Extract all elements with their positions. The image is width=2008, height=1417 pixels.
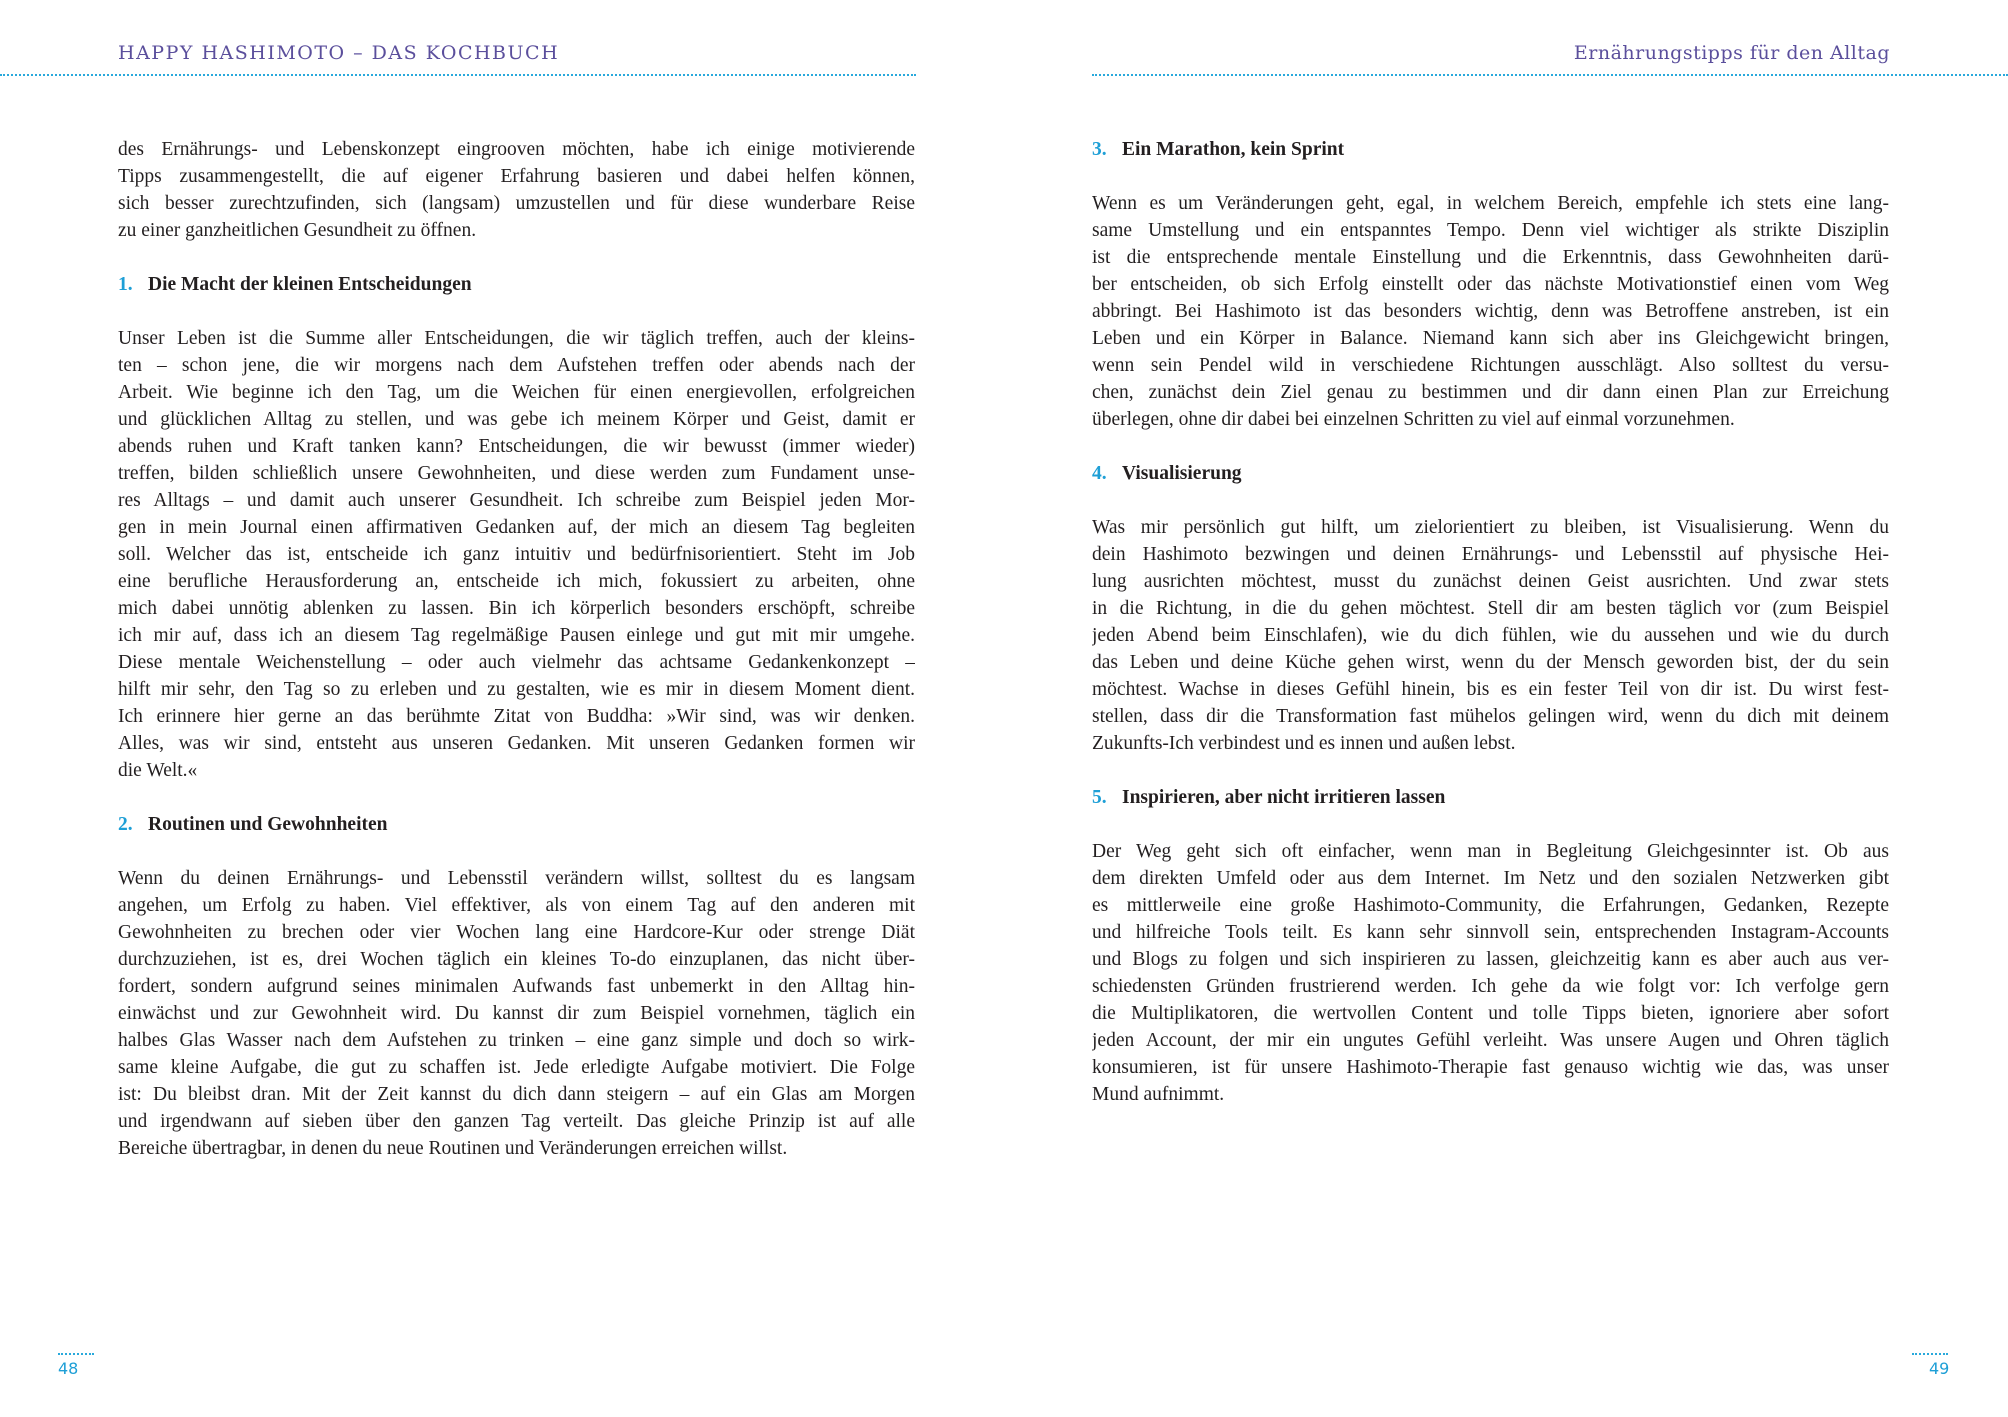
text-line: möchtest. Wachse in dieses Gefühl hinein, bis es ein fester Teil von dir ist. Du wirst fest- xyxy=(1092,679,1889,700)
text-line: Was mir persönlich gut hilft, um zielorientiert zu bleiben, ist Visualisierung. Wenn du xyxy=(1092,517,1889,538)
text-line: Ich erinnere hier gerne an das berühmte Zitat von Buddha: »Wir sind, was wir denken. xyxy=(118,706,915,727)
page-number-dots-right xyxy=(1912,1353,1948,1355)
running-header-chapter-title: Ernährungstipps für den Alltag xyxy=(1573,42,1890,64)
text-line: Zukunfts-Ich verbindest und es innen und außen lebst. xyxy=(1092,733,1516,754)
section-heading xyxy=(1092,136,1889,163)
section-title: Visualisierung xyxy=(1122,463,1242,484)
text-line: wenn sein Pendel wild in verschiedene Richtungen ausschlägt. Also solltest du versu- xyxy=(1092,355,1889,376)
text-line: jeden Abend beim Einschlafen), wie du dich fühlen, wie du aussehen und wie du durch xyxy=(1092,625,1889,646)
page-number-left: 48 xyxy=(58,1359,79,1378)
text-line: und glücklichen Alltag zu stellen, und was gebe ich meinem Körper und Geist, damit er xyxy=(118,409,915,430)
text-line: zu einer ganzheitlichen Gesundheit zu öffnen. xyxy=(118,220,477,241)
paragraph-spacer xyxy=(118,838,915,865)
text-line: fordert, sondern aufgrund seines minimalen Aufwands fast unbemerkt in den Alltag hin- xyxy=(118,976,915,997)
paragraph-spacer xyxy=(1092,757,1889,784)
paragraph xyxy=(118,136,915,244)
text-line: und irgendwann auf sieben über den ganzen Tag verteilt. Das gleiche Prinzip ist auf alle xyxy=(118,1111,915,1132)
text-line: res Alltags – und damit auch unserer Gesundheit. Ich schreibe zum Beispiel jeden Mor- xyxy=(118,490,915,511)
paragraph xyxy=(118,865,915,1162)
section-heading xyxy=(1092,460,1889,487)
text-line: same kleine Aufgabe, die gut zu schaffen ist. Jede erledigte Aufgabe motiviert. Die Folge xyxy=(118,1057,915,1078)
section-number: 3. xyxy=(1092,139,1107,160)
text-line: dem direkten Umfeld oder aus dem Internet. Im Netz und den sozialen Netzwerken gibt xyxy=(1092,868,1889,889)
text-line: treffen, bilden schließlich unsere Gewohnheiten, und diese werden zum Fundament unse- xyxy=(118,463,915,484)
text-line: Bereiche übertragbar, in denen du neue Routinen und Veränderungen erreichen willst. xyxy=(118,1138,788,1159)
section-title: Routinen und Gewohnheiten xyxy=(148,814,388,835)
page-number-right: 49 xyxy=(1929,1359,1950,1378)
text-line: eine berufliche Herausforderung an, entscheide ich mich, fokussiert zu arbeiten, ohne xyxy=(118,571,915,592)
text-line: dein Hashimoto bezwingen und deinen Ernährungs- und Lebensstil auf physische Hei- xyxy=(1092,544,1889,565)
section-heading xyxy=(1092,784,1889,811)
text-line: Unser Leben ist die Summe aller Entscheidungen, die wir täglich treffen, auch der kleins- xyxy=(118,328,915,349)
text-line: hilft mir sehr, den Tag so zu erleben und zu gestalten, wie es mir in diesem Moment dient. xyxy=(118,679,915,700)
text-line: es mittlerweile eine große Hashimoto-Community, die Erfahrungen, Gedanken, Rezepte xyxy=(1092,895,1889,916)
section-number: 1. xyxy=(118,274,133,295)
paragraph xyxy=(1092,838,1889,1108)
text-line: Mund aufnimmt. xyxy=(1092,1084,1225,1105)
section-heading xyxy=(118,811,915,838)
text-line: Alles, was wir sind, entsteht aus unseren Gedanken. Mit unseren Gedanken formen wir xyxy=(118,733,915,754)
text-line: abends ruhen und Kraft tanken kann? Entscheidungen, die wir bewusst (immer wieder) xyxy=(118,436,915,457)
section-title: Ein Marathon, kein Sprint xyxy=(1122,139,1345,160)
text-line: abbringt. Bei Hashimoto ist das besonders wichtig, denn was Betroffene anstreben, ist ein xyxy=(1092,301,1889,322)
paragraph-spacer xyxy=(1092,487,1889,514)
text-line: konsumieren, ist für unsere Hashimoto-Therapie fast genauso wichtig wie das, was unser xyxy=(1092,1057,1889,1078)
text-line: soll. Welcher das ist, entscheide ich ganz intuitiv und bedürfnisorientiert. Steht im Job xyxy=(118,544,915,565)
paragraph xyxy=(1092,190,1889,433)
paragraph xyxy=(118,325,915,784)
text-line: und hilfreiche Tools teilt. Es kann sehr sinnvoll sein, entsprechenden Instagram-Accounts xyxy=(1092,922,1889,943)
paragraph-spacer xyxy=(1092,163,1889,190)
text-line: schiedensten Gründen frustrierend werden. Ich gehe da wie folgt vor: Ich verfolge gern xyxy=(1092,976,1889,997)
text-line: das Leben und deine Küche gehen wirst, wenn du der Mensch geworden bist, der du sein xyxy=(1092,652,1889,673)
page-number-dots-left xyxy=(58,1353,94,1355)
text-line: Wenn du deinen Ernährungs- und Lebensstil verändern willst, solltest du es langsam xyxy=(118,868,915,889)
text-line: ist die entsprechende mentale Einstellung und die Erkenntnis, dass Gewohnheiten darü- xyxy=(1092,247,1889,268)
left-page-body xyxy=(118,136,915,1162)
section-number: 2. xyxy=(118,814,133,835)
text-line: einwächst und zur Gewohnheit wird. Du kannst dir zum Beispiel vornehmen, täglich ein xyxy=(118,1003,915,1024)
section-title: Die Macht der kleinen Entscheidungen xyxy=(148,274,472,295)
text-line: Der Weg geht sich oft einfacher, wenn man in Begleitung Gleichgesinnter ist. Ob aus xyxy=(1092,841,1889,862)
text-line: lung ausrichten möchtest, musst du zunächst deinen Geist ausrichten. Und zwar stets xyxy=(1092,571,1889,592)
text-line: und Blogs zu folgen und sich inspirieren zu lassen, gleichzeitig kann es aber auch aus ver- xyxy=(1092,949,1889,970)
text-line: Arbeit. Wie beginne ich den Tag, um die Weichen für einen energievollen, erfolgreichen xyxy=(118,382,915,403)
text-line: des Ernährungs- und Lebenskonzept eingrooven möchten, habe ich einige motivierende xyxy=(118,139,915,160)
text-line: ist: Du bleibst dran. Mit der Zeit kannst du dich dann steigern – auf ein Glas am Morgen xyxy=(118,1084,915,1105)
text-line: ten – schon jene, die wir morgens nach dem Aufstehen treffen oder abends nach der xyxy=(118,355,915,376)
text-line: Gewohnheiten zu brechen oder vier Wochen lang eine Hardcore-Kur oder strenge Diät xyxy=(118,922,915,943)
text-line: ber entscheiden, ob sich Erfolg einstellt oder das nächste Motivationstief einen vom Weg xyxy=(1092,274,1889,295)
paragraph-spacer xyxy=(1092,811,1889,838)
text-line: same Umstellung und ein entspanntes Tempo. Denn viel wichtiger als strikte Disziplin xyxy=(1092,220,1889,241)
text-line: in die Richtung, in die du gehen möchtest. Stell dir am besten täglich vor (zum Beispiel xyxy=(1092,598,1889,619)
text-line: ich mir auf, dass ich an diesem Tag regelmäßige Pausen einlege und gut mit mir umgehe. xyxy=(118,625,915,646)
header-divider-left xyxy=(0,74,916,76)
text-line: mich dabei unnötig ablenken zu lassen. Bin ich körperlich besonders erschöpft, schreibe xyxy=(118,598,915,619)
paragraph-spacer xyxy=(118,784,915,811)
text-line: die Welt.« xyxy=(118,760,198,781)
text-line: Wenn es um Veränderungen geht, egal, in welchem Bereich, empfehle ich stets eine lang- xyxy=(1092,193,1889,214)
paragraph-spacer xyxy=(118,298,915,325)
text-line: stellen, dass dir die Transformation fast mühelos gelingen wird, wenn du dich mit deinem xyxy=(1092,706,1889,727)
text-line: durchzuziehen, ist es, drei Wochen täglich ein kleines To-do einzuplanen, das nicht über- xyxy=(118,949,915,970)
header-divider-right xyxy=(1092,74,2008,76)
right-page-body xyxy=(1092,136,1889,1108)
text-line: angehen, um Erfolg zu haben. Viel effektiver, als von einem Tag auf den anderen mit xyxy=(118,895,915,916)
text-line: gen in mein Journal einen affirmativen Gedanken auf, der mich an diesem Tag begleiten xyxy=(118,517,915,538)
section-title: Inspirieren, aber nicht irritieren lassen xyxy=(1122,787,1446,808)
section-number: 4. xyxy=(1092,463,1107,484)
text-line: Tipps zusammengestellt, die auf eigener Erfahrung basieren und dabei helfen können, xyxy=(118,166,915,187)
text-line: sich besser zurechtzufinden, sich (langsam) umzustellen und für diese wunderbare Reise xyxy=(118,193,915,214)
text-line: chen, zunächst dein Ziel genau zu bestimmen und dir dann einen Plan zur Erreichung xyxy=(1092,382,1889,403)
paragraph xyxy=(1092,514,1889,757)
text-line: die Multiplikatoren, die wertvollen Content und tolle Tipps bieten, ignoriere aber sofort xyxy=(1092,1003,1889,1024)
text-line: Diese mentale Weichenstellung – oder auch vielmehr das achtsame Gedankenkonzept – xyxy=(118,652,915,673)
paragraph-spacer xyxy=(1092,433,1889,460)
text-line: Leben und ein Körper in Balance. Niemand kann sich aber ins Gleichgewicht bringen, xyxy=(1092,328,1889,349)
section-heading xyxy=(118,271,915,298)
paragraph-spacer xyxy=(118,244,915,271)
section-number: 5. xyxy=(1092,787,1107,808)
text-line: halbes Glas Wasser nach dem Aufstehen zu trinken – eine ganz simple und doch so wirk- xyxy=(118,1030,915,1051)
text-line: überlegen, ohne dir dabei bei einzelnen Schritten zu viel auf einmal vorzunehmen. xyxy=(1092,409,1735,430)
text-line: jeden Account, der mir ein ungutes Gefühl verleiht. Was unsere Augen und Ohren täglich xyxy=(1092,1030,1889,1051)
running-header-book-title: HAPPY HASHIMOTO – DAS KOCHBUCH xyxy=(118,42,560,64)
